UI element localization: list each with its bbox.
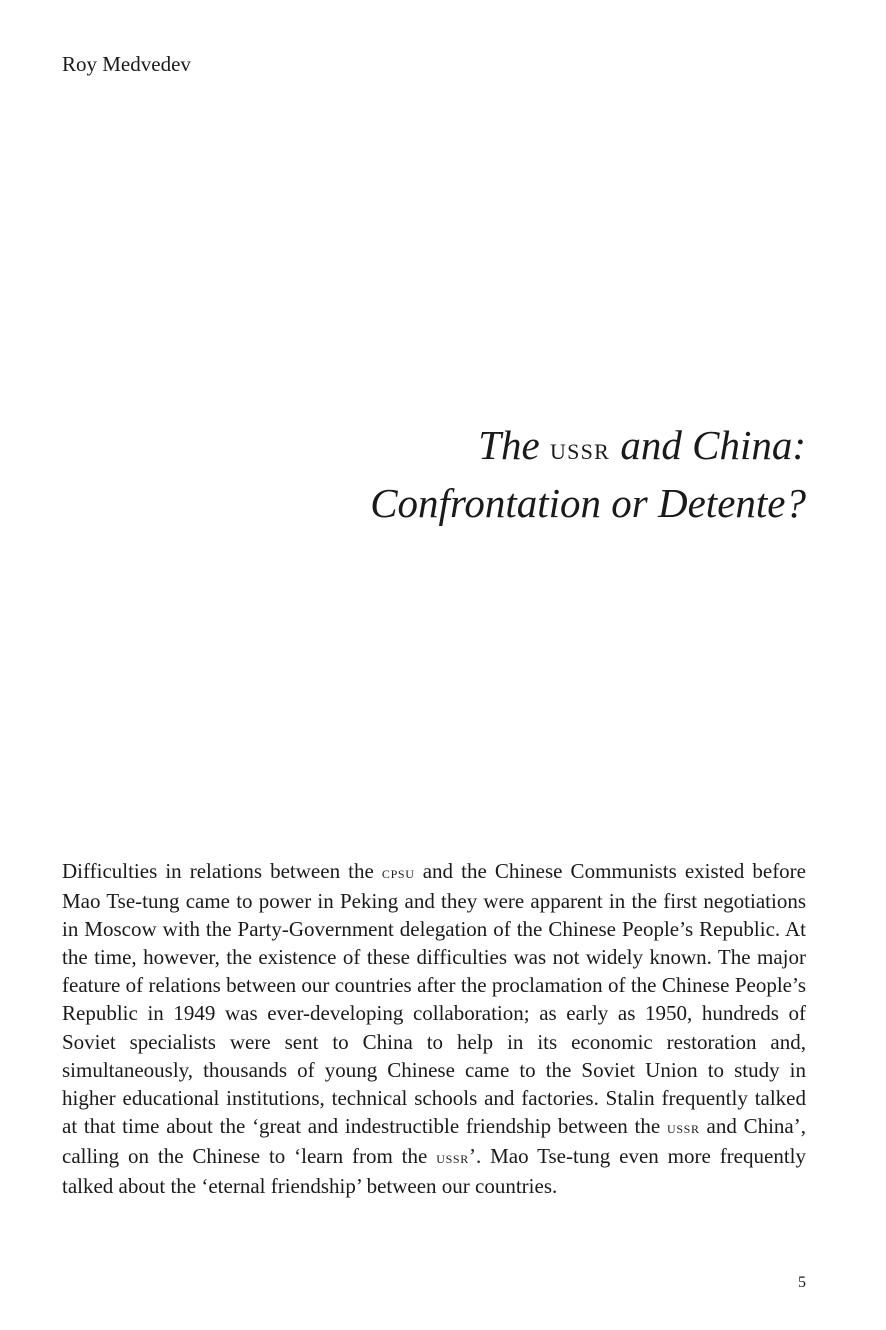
abbreviation-cpsu: cpsu	[381, 863, 415, 882]
body-segment-1: Difficulties in relations between the	[62, 859, 382, 883]
abbreviation-ussr-1: ussr	[666, 1117, 700, 1137]
title-line-2: Confrontation or Detente?	[370, 480, 806, 526]
author-name: Roy Medvedev	[62, 52, 191, 76]
abbreviation-ussr-2: ussr	[436, 1147, 469, 1167]
title-line-1	[166, 418, 806, 476]
body-paragraph	[62, 857, 806, 1200]
page-number: 5	[798, 1274, 806, 1291]
body-segment-4: ’. Mao Tse-tung even more frequently talked about the ‘eternal friendship’ between our countries.	[62, 1143, 806, 1199]
title-abbreviation-ussr: ussr	[549, 431, 611, 466]
title-line-1-start: The	[478, 422, 550, 468]
body-segment-2: and the Chinese Communists existed before Mao Tse-tung came to power in Peking and they were apparent in the first negotiations in Moscow with the Party-Government delegation of the Chinese People’s Republic. At the time, however, the existence of these difficulties was not widely known. The major feature of relations between our countries after the proclamation of the Chinese People’s Republic in 1949 was ever-developing collaboration; as early as 1950, hundreds of Soviet specialists were sent to China to help in its economic restoration and, simultaneously, thousands of young Chinese came to the Soviet Union to study in higher educational institutions, technical schools and factories. Stalin frequently talked at that time about the ‘great and indestructible friendship between the	[62, 859, 806, 1138]
title-line-1-end: and China:	[610, 422, 806, 468]
body-segment-3: and China’, calling on the Chinese to ‘learn from the	[62, 1113, 806, 1168]
article-title	[166, 418, 806, 530]
